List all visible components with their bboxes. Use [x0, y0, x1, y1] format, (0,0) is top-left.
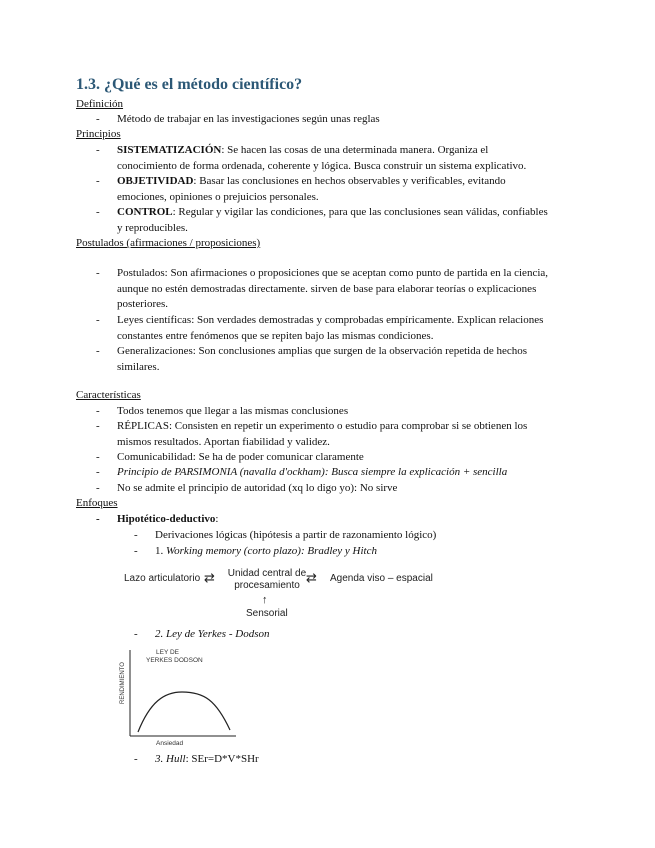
postulado-line: similares. — [117, 360, 160, 373]
principio-term: SISTEMATIZACIÓN — [117, 144, 222, 156]
enfoque-colon: : — [215, 513, 219, 525]
dash: - — [96, 513, 100, 525]
enfoque-subitem — [134, 752, 259, 768]
enfoque-subitem — [134, 544, 377, 560]
dash: - — [134, 529, 138, 541]
graph-title-line: LEY DE — [156, 649, 180, 656]
caracteristica-text: Comunicabilidad: Se ha de poder comunicar claramente — [117, 451, 364, 463]
page-title: 1.3. ¿Qué es el método científico? — [76, 76, 303, 93]
caracteristica-item — [96, 404, 349, 420]
yerkes-dodson-graph — [112, 644, 252, 750]
enfoque-subitem — [134, 528, 437, 544]
dash: - — [134, 753, 138, 765]
principio-text: : Basar las conclusiones en hechos observables y verificables, evitando — [193, 175, 506, 187]
postulado-line: Generalizaciones: Son conclusiones amplias que surgen de la observación repetida de hechos — [117, 345, 528, 357]
caracteristica-text: No se admite el principio de autoridad (xq lo digo yo): No sirve — [117, 482, 398, 494]
dash: - — [96, 451, 100, 463]
section-caracteristicas: Características — [76, 389, 141, 401]
section-postulados: Postulados (afirmaciones / proposiciones) — [76, 237, 261, 249]
definicion-text: Método de trabajar en las investigaciones según unas reglas — [117, 113, 380, 125]
derivaciones-text: Derivaciones lógicas (hipótesis a partir de razonamiento lógico) — [155, 529, 437, 541]
caracteristica-text: Principio de PARSIMONIA (navalla d'ockham): Busca siempre la explicación + sencilla — [117, 466, 508, 478]
item-number: 3. — [155, 753, 164, 765]
dash: - — [96, 314, 100, 326]
wm-left-label: Lazo articulatorio — [124, 573, 201, 584]
dash: - — [134, 545, 138, 557]
enfoque-item — [96, 512, 219, 528]
graph-y-label: RENDIMIENTO — [120, 662, 126, 704]
postulado-item — [96, 313, 597, 344]
dash: - — [96, 466, 100, 478]
principio-text: : Se hacen las cosas de una determinada manera. Organiza el — [221, 144, 489, 156]
dash: - — [96, 345, 100, 357]
postulado-item — [96, 344, 597, 375]
postulado-line: posteriores. — [117, 298, 169, 310]
wm-center-label — [224, 568, 310, 592]
exchange-arrow-icon: ⇄ — [204, 570, 215, 585]
dash: - — [96, 405, 100, 417]
postulado-line: Postulados: Son afirmaciones o proposiciones que se aceptan como punto de partida en la ciencia, — [117, 267, 549, 279]
inverted-u-curve — [138, 692, 230, 732]
principio-item — [96, 205, 597, 236]
caracteristica-text: mismos resultados. Aportan fiabilidad y validez. — [117, 435, 330, 448]
caracteristica-item — [96, 465, 508, 481]
graph-title-line: YERKES DODSON — [146, 657, 203, 664]
principio-text: : Regular y vigilar las condiciones, para que las conclusiones sean válidas, confiables — [172, 206, 548, 218]
caracteristica-item — [96, 481, 398, 497]
dash: - — [96, 206, 100, 218]
principio-cont: conocimiento de forma ordenada, coherente y lógica. Busca construir un sistema explicativo. — [117, 159, 527, 172]
dash: - — [96, 113, 100, 125]
wm-center-line: Unidad central de — [227, 568, 307, 579]
hull-formula: : SEr=D*V*SHr — [185, 753, 259, 765]
dash: - — [96, 482, 100, 494]
principio-term: OBJETIVIDAD — [117, 175, 194, 187]
yerkes-dodson-text: 2. Ley de Yerkes - Dodson — [155, 628, 270, 640]
principio-cont: y reproducibles. — [117, 221, 188, 234]
principio-item — [96, 143, 597, 174]
item-number: 1. — [155, 545, 164, 557]
caracteristica-text: Todos tenemos que llegar a las mismas conclusiones — [117, 405, 349, 417]
exchange-arrow-icon: ⇄ — [306, 570, 317, 585]
postulado-line: constantes entre fenómenos que se repiten bajo las mismas condiciones. — [117, 329, 434, 342]
working-memory-text: Working memory (corto plazo): Bradley y Hitch — [166, 545, 377, 557]
postulado-line: Leyes científicas: Son verdades demostradas y comprobadas empíricamente. Explican relaciones — [117, 314, 544, 326]
section-enfoques: Enfoques — [76, 497, 118, 509]
hull-name: Hull — [166, 753, 186, 765]
principio-term: CONTROL — [117, 206, 173, 218]
dash: - — [96, 144, 100, 156]
dash: - — [96, 175, 100, 187]
caracteristica-item — [96, 419, 597, 450]
enfoque-subitem — [134, 627, 270, 643]
definicion-item — [96, 112, 380, 128]
up-arrow-icon: ↑ — [262, 594, 268, 606]
postulado-line: aunque no estén demostradas directamente. sirven de base para elaborar teorías o explicaciones — [117, 282, 537, 295]
dash: - — [134, 628, 138, 640]
caracteristica-item — [96, 450, 364, 466]
graph-x-label: Ansiedad — [156, 740, 184, 747]
dash: - — [96, 267, 100, 279]
wm-right-label: Agenda viso – espacial — [330, 573, 433, 584]
dash: - — [96, 420, 100, 432]
principio-item — [96, 174, 597, 205]
enfoque-term: Hipotético-deductivo — [117, 513, 216, 525]
principio-cont: emociones, opiniones o prejuicios personales. — [117, 190, 319, 203]
section-principios: Principios — [76, 128, 121, 140]
wm-bottom-label: Sensorial — [246, 608, 288, 619]
postulado-item — [96, 266, 597, 313]
caracteristica-text: RÉPLICAS: Consisten en repetir un experimento o estudio para comprobar si se obtienen los — [117, 420, 528, 432]
wm-center-line: procesamiento — [234, 580, 300, 591]
section-definicion: Definición — [76, 98, 124, 110]
